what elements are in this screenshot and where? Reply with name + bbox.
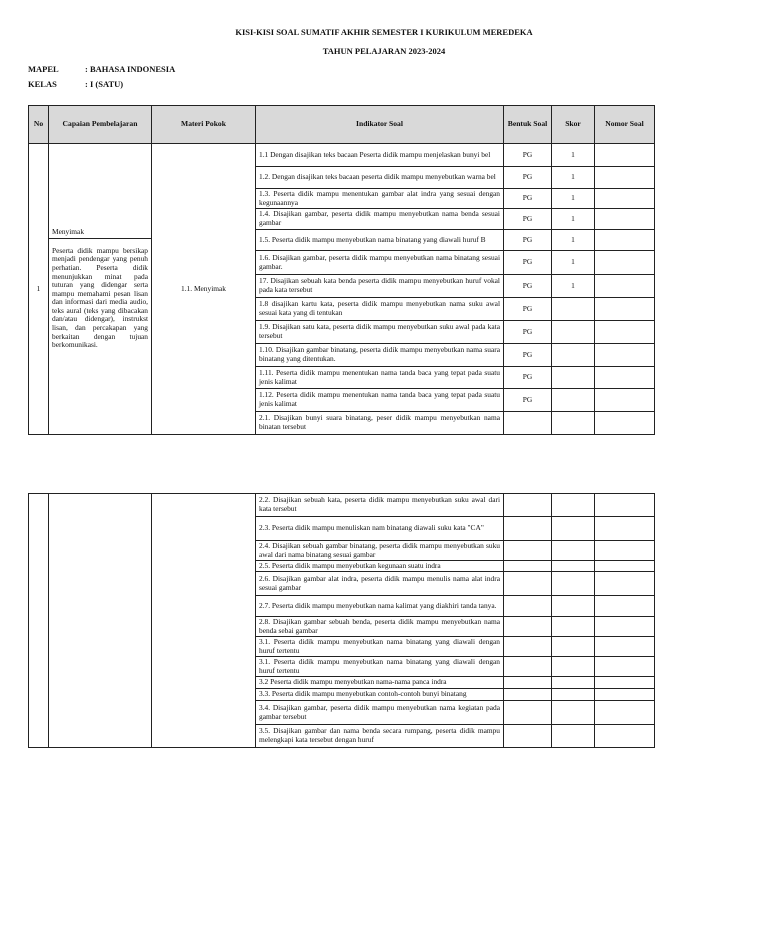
indikator-cell: 2.5. Peserta didik mampu menyebutkan kegunaan suatu indra	[256, 561, 504, 572]
bentuk-soal-cell: PG	[504, 321, 552, 344]
skor-cell	[552, 517, 595, 541]
skor-cell: 1	[552, 230, 595, 251]
bentuk-soal-cell: PG	[504, 209, 552, 230]
nomor-soal-cell	[595, 189, 655, 209]
indikator-cell: 2.7. Peserta didik mampu menyebutkan nama kalimat yang diakhiri tanda tanya.	[256, 596, 504, 617]
bentuk-soal-cell	[504, 701, 552, 725]
bentuk-soal-cell	[504, 637, 552, 657]
nomor-soal-cell	[595, 725, 655, 748]
column-header-materi: Materi Pokok	[152, 106, 256, 144]
bentuk-soal-cell: PG	[504, 275, 552, 298]
indikator-cell: 17. Disajikan sebuah kata benda peserta didik mampu menyebutkan huruf vokal pada kata tersebut	[256, 275, 504, 298]
skor-cell	[552, 494, 595, 517]
bentuk-soal-cell: PG	[504, 298, 552, 321]
skor-cell: 1	[552, 251, 595, 275]
bentuk-soal-cell: PG	[504, 367, 552, 389]
indikator-cell: 2.2. Disajikan sebuah kata, peserta didik mampu menyebutkan suku awal dari kata tersebut	[256, 494, 504, 517]
indikator-cell: 3.2 Peserta didik mampu menyebutkan nama-nama panca indra	[256, 677, 504, 689]
academic-year: TAHUN PELAJARAN 2023-2024	[322, 46, 446, 56]
skor-cell: 1	[552, 189, 595, 209]
skor-cell	[552, 541, 595, 561]
skor-cell	[552, 689, 595, 701]
skor-cell: 1	[552, 209, 595, 230]
skor-cell	[552, 725, 595, 748]
column-header-no: No	[29, 106, 49, 144]
kisi-kisi-table-page-2	[28, 493, 655, 748]
bentuk-soal-cell	[504, 561, 552, 572]
skor-cell	[552, 561, 595, 572]
bentuk-soal-cell	[504, 572, 552, 596]
row-number-cell: 1	[29, 144, 49, 435]
indikator-cell: 1.5. Peserta didik mampu menyebutkan nama binatang yang diawali huruf B	[256, 230, 504, 251]
skor-cell	[552, 572, 595, 596]
bentuk-soal-cell: PG	[504, 167, 552, 189]
nomor-soal-cell	[595, 657, 655, 677]
nomor-soal-cell	[595, 275, 655, 298]
nomor-soal-cell	[595, 367, 655, 389]
column-header-indikator: Indikator Soal	[256, 106, 504, 144]
indikator-cell: 1.9. Disajikan satu kata, peserta didik mampu menyebutkan suku awal pada kata tersebut	[256, 321, 504, 344]
indikator-cell: 2.6. Disajikan gambar alat indra, peserta didik mampu menulis nama alat indra sesuai gambar	[256, 572, 504, 596]
capaian-description: Peserta didik mampu bersikap menjadi pendengar yang penuh perhatian. Peserta didik menunjukkan minat pada tuturan yang didengar serta mampu memahami pesan lisan dan informasi dari media audio, teks aural (teks yang dibacakan dan/atau didengar), instrukst lisan, dan percakapan yang berkaitan dengan tujuan berkomunikasi.	[52, 245, 148, 350]
column-header-bentuk: Bentuk Soal	[504, 106, 552, 144]
indikator-cell: 1.8 disajikan kartu kata, peserta didik mampu menyebutkan nama suku awal sesuai kata yang di tentukan	[256, 298, 504, 321]
bentuk-soal-cell	[504, 596, 552, 617]
bentuk-soal-cell	[504, 725, 552, 748]
skor-cell	[552, 637, 595, 657]
capaian-title: Menyimak	[49, 228, 151, 239]
indikator-cell: 1.10. Disajikan gambar binatang, peserta didik mampu menyebutkan nama suara binatang yang ditentukan.	[256, 344, 504, 367]
kelas-label: KELAS	[28, 79, 57, 89]
column-header-capaian: Capaian Pembelajaran	[49, 106, 152, 144]
mapel-line	[28, 64, 175, 74]
materi-cell: 1.1. Menyimak	[152, 144, 256, 435]
skor-cell	[552, 617, 595, 637]
nomor-soal-cell	[595, 561, 655, 572]
nomor-soal-cell	[595, 230, 655, 251]
kisi-kisi-table-page-1	[28, 105, 655, 435]
skor-cell	[552, 321, 595, 344]
bentuk-soal-cell	[504, 541, 552, 561]
mapel-value: : BAHASA INDONESIA	[85, 64, 176, 74]
nomor-soal-cell	[595, 689, 655, 701]
bentuk-soal-cell: PG	[504, 230, 552, 251]
skor-cell	[552, 389, 595, 412]
indikator-cell: 1.3. Peserta didik mampu menentukan gambar alat indra yang sesuai dengan kegunaannya	[256, 189, 504, 209]
indikator-cell: 1.4. Disajikan gambar, peserta didik mampu menyebutkan nama benda sesuai gambar	[256, 209, 504, 230]
nomor-soal-cell	[595, 677, 655, 689]
bentuk-soal-cell: PG	[504, 389, 552, 412]
bentuk-soal-cell	[504, 517, 552, 541]
bentuk-soal-cell	[504, 494, 552, 517]
nomor-soal-cell	[595, 389, 655, 412]
skor-cell	[552, 701, 595, 725]
nomor-soal-cell	[595, 167, 655, 189]
indikator-cell: 2.1. Disajikan bunyi suara binatang, peser didik mampu menyebutkan nama binatan tersebut	[256, 412, 504, 435]
table-row	[29, 144, 655, 167]
indikator-cell: 1.12. Peserta didik mampu menentukan nama tanda baca yang tepat pada suatu jenis kalimat	[256, 389, 504, 412]
indikator-cell: 3.4. Disajikan gambar, peserta didik mampu menyebutkan nama kegiatan pada gambar tersebut	[256, 701, 504, 725]
nomor-soal-cell	[595, 344, 655, 367]
nomor-soal-cell	[595, 541, 655, 561]
column-header-nomor: Nomor Soal	[595, 106, 655, 144]
bentuk-soal-cell: PG	[504, 344, 552, 367]
nomor-soal-cell	[595, 617, 655, 637]
nomor-soal-cell	[595, 572, 655, 596]
indikator-cell: 1.2. Dengan disajikan teks bacaan peserta didik mampu menyebutkan warna bel	[256, 167, 504, 189]
skor-cell: 1	[552, 167, 595, 189]
table-header-row	[29, 106, 655, 144]
bentuk-soal-cell: PG	[504, 144, 552, 167]
skor-cell: 1	[552, 275, 595, 298]
nomor-soal-cell	[595, 596, 655, 617]
indikator-cell: 1.6. Disajikan gambar, peserta didik mampu menyebutkan nama binatang sesuai gambar.	[256, 251, 504, 275]
capaian-cell	[49, 494, 152, 748]
table-row	[29, 494, 655, 517]
materi-cell	[152, 494, 256, 748]
indikator-cell: 2.8. Disajikan gambar sebuah benda, peserta didik mampu menyebutkan nama benda sebai gambar	[256, 617, 504, 637]
indikator-cell: 2.4. Disajikan sebuah gambar binatang, peserta didik mampu menyebutkan suku awal dari nama binatang sesuai gambar	[256, 541, 504, 561]
bentuk-soal-cell	[504, 677, 552, 689]
skor-cell	[552, 657, 595, 677]
kelas-value: : I (SATU)	[85, 79, 124, 89]
kelas-line	[28, 79, 123, 89]
indikator-cell: 3.3. Peserta didik mampu menyebutkan contoh-contoh bunyi binatang	[256, 689, 504, 701]
indikator-cell: 3.1. Peserta didik mampu menyebutkan nama binatang yang diawali dengan huruf tertentu	[256, 637, 504, 657]
row-number-cell	[29, 494, 49, 748]
bentuk-soal-cell	[504, 689, 552, 701]
nomor-soal-cell	[595, 637, 655, 657]
bentuk-soal-cell	[504, 617, 552, 637]
indikator-cell: 1.11. Peserta didik mampu menentukan nama tanda baca yang tepat pada suatu jenis kalimat	[256, 367, 504, 389]
indikator-cell: 1.1 Dengan disajikan teks bacaan Peserta didik mampu menjelaskan bunyi bel	[256, 144, 504, 167]
bentuk-soal-cell: PG	[504, 189, 552, 209]
skor-cell	[552, 412, 595, 435]
skor-cell	[552, 367, 595, 389]
bentuk-soal-cell: PG	[504, 251, 552, 275]
bentuk-soal-cell	[504, 412, 552, 435]
column-header-skor: Skor	[552, 106, 595, 144]
skor-cell: 1	[552, 144, 595, 167]
nomor-soal-cell	[595, 251, 655, 275]
nomor-soal-cell	[595, 321, 655, 344]
skor-cell	[552, 677, 595, 689]
skor-cell	[552, 344, 595, 367]
nomor-soal-cell	[595, 494, 655, 517]
skor-cell	[552, 298, 595, 321]
nomor-soal-cell	[595, 298, 655, 321]
capaian-cell	[49, 144, 152, 435]
mapel-label: MAPEL	[28, 64, 59, 74]
indikator-cell: 3.5. Disajikan gambar dan nama benda secara rumpang, peserta didik mampu melengkapi kata tersebut dengan huruf	[256, 725, 504, 748]
nomor-soal-cell	[595, 701, 655, 725]
indikator-cell: 2.3. Peserta didik mampu menuliskan nam binatang diawali suku kata "CA"	[256, 517, 504, 541]
nomor-soal-cell	[595, 517, 655, 541]
nomor-soal-cell	[595, 144, 655, 167]
bentuk-soal-cell	[504, 657, 552, 677]
nomor-soal-cell	[595, 412, 655, 435]
document-title: KISI-KISI SOAL SUMATIF AKHIR SEMESTER I KURIKULUM MEREDEKA	[235, 27, 533, 37]
nomor-soal-cell	[595, 209, 655, 230]
indikator-cell: 3.1. Peserta didik mampu menyebutkan nama binatang yang diawali dengan huruf tertentu	[256, 657, 504, 677]
skor-cell	[552, 596, 595, 617]
